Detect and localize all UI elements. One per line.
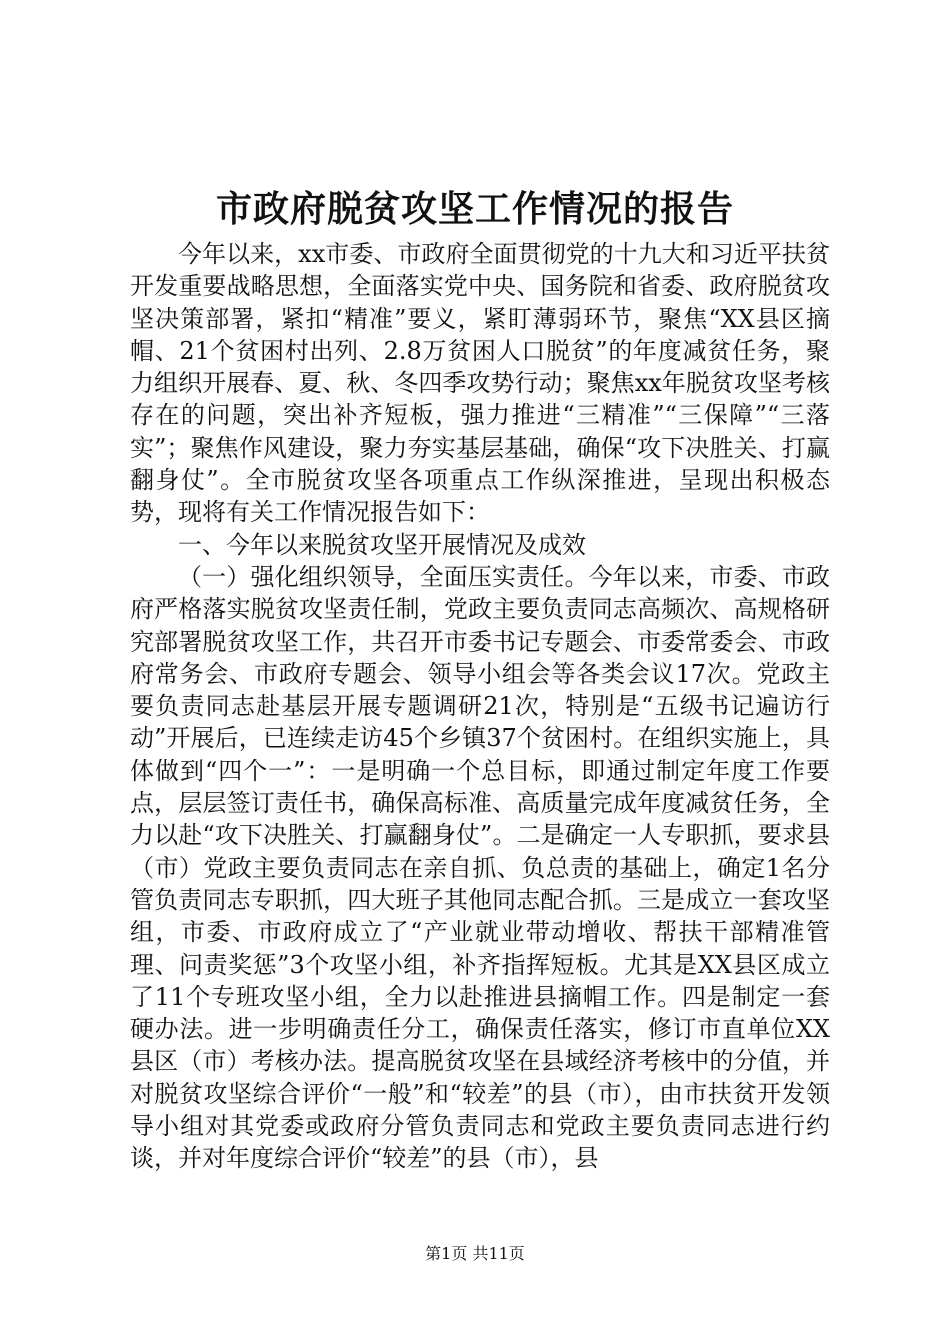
section-heading: 一、今年以来脱贫攻坚开展情况及成效: [178, 530, 586, 559]
document-title: 市政府脱贫攻坚工作情况的报告: [215, 188, 734, 230]
page-number-footer: 第1页 共11页: [425, 1244, 525, 1263]
intro-paragraph: 今年以来，xx市委、市政府全面贯彻党的十九大和习近平扶贫开发重要战略思想，全面落实党中央、国务院和省委、政府脱贫攻坚决策部署，紧扣“精准”要义，紧盯薄弱环节，聚焦“XX县区摘帽、21个贫困村出列、2.8万贫困人口脱贫”的年度减贫任务，聚力组织开展春、夏、秋、冬四季攻势行动；聚焦xx年脱贫攻坚考核存在的问题，突出补齐短板，强力推进“三精准”“三保障”“三落实”；聚焦作风建设，聚力夯实基层基础，确保“攻下决胜关、打赢翻身仗”。全市脱贫攻坚各项重点工作纵深推进，呈现出积极态势，现将有关工作情况报告如下：: [130, 240, 830, 527]
body-paragraph: （一）强化组织领导，全面压实责任。今年以来，市委、市政府严格落实脱贫攻坚责任制，党政主要负责同志高频次、高规格研究部署脱贫攻坚工作，共召开市委书记专题会、市委常委会、市政府常务会、市政府专题会、领导小组会等各类会议17次。党政主要负责同志赴基层开展专题调研21次，特别是“五级书记遍访行动”开展后，已连续走访45个乡镇37个贫困村。在组织实施上，具体做到“四个一”：一是明确一个总目标，即通过制定年度工作要点，层层签订责任书，确保高标准、高质量完成年度减贫任务，全力以赴“攻下决胜关、打赢翻身仗”。二是确定一人专职抓，要求县（市）党政主要负责同志在亲自抓、负总责的基础上，确定1名分管负责同志专职抓，四大班子其他同志配合抓。三是成立一套攻坚组，市委、市政府成立了“产业就业带动增收、帮扶干部精准管理、问责奖惩”3个攻坚小组，补齐指挥短板。尤其是XX县区成立了11个专班攻坚小组，全力以赴推进县摘帽工作。四是制定一套硬办法。进一步明确责任分工，确保责任落实，修订市直单位XX县区（市）考核办法。提高脱贫攻坚在县域经济考核中的分值，并对脱贫攻坚综合评价“一般”和“较差”的县（市），由市扶贫开发领导小组对其党委或政府分管负责同志和党政主要负责同志进行约谈，并对年度综合评价“较差”的县（市），县: [130, 562, 830, 1173]
document-body: [130, 238, 830, 1175]
